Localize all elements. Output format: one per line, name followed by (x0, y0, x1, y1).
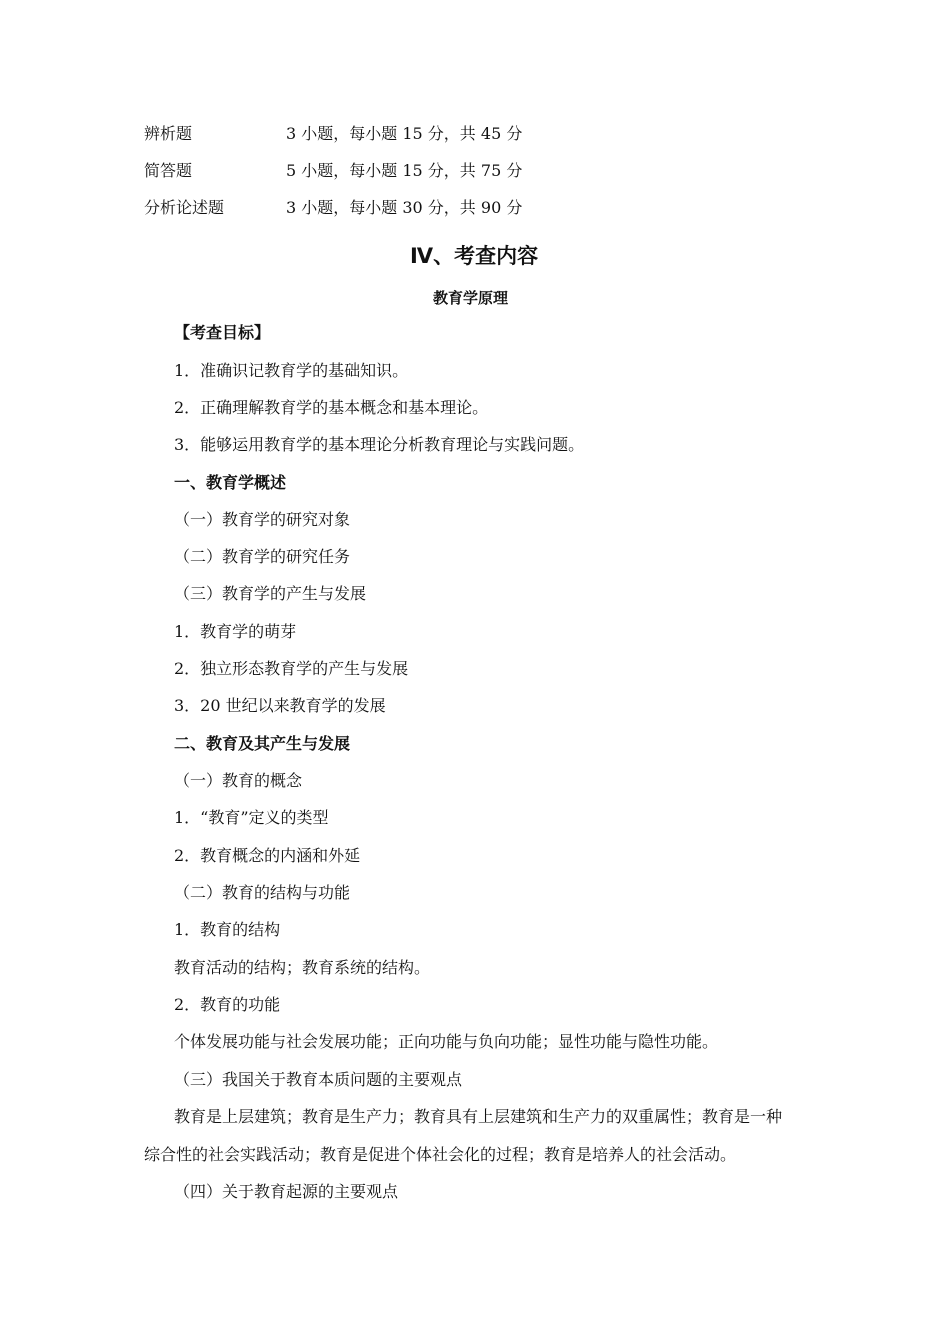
outline-text: 教育活动的结构；教育系统的结构。 (174, 958, 431, 977)
outline-item: 1．教育学的萌芽 (174, 622, 297, 641)
outline-item: 2．教育的功能 (174, 995, 281, 1014)
paragraph-line: 教育是上层建筑；教育是生产力；教育具有上层建筑和生产力的双重属性；教育是一种 (174, 1107, 783, 1126)
question-type: 简答题 (144, 161, 193, 180)
part-heading: 一、教育学概述 (174, 473, 287, 492)
question-detail: 3 小题，每小题 30 分，共 90 分 (286, 198, 523, 217)
question-detail: 5 小题，每小题 15 分，共 75 分 (286, 161, 523, 180)
goals-heading: 【考查目标】 (174, 323, 271, 342)
question-type: 分析论述题 (144, 198, 225, 217)
outline-item: （一）教育的概念 (174, 771, 303, 790)
paragraph-line: 综合性的社会实践活动；教育是促进个体社会化的过程；教育是培养人的社会活动。 (144, 1145, 737, 1164)
goal-item: 2．正确理解教育学的基本概念和基本理论。 (174, 398, 489, 417)
question-detail: 3 小题，每小题 15 分，共 45 分 (286, 124, 523, 143)
question-type: 辨析题 (144, 124, 193, 143)
outline-item: （二）教育的结构与功能 (174, 883, 351, 902)
outline-item: （二）教育学的研究任务 (174, 547, 351, 566)
goal-item: 1．准确识记教育学的基础知识。 (174, 361, 409, 380)
outline-item: 1．“教育”定义的类型 (174, 808, 329, 827)
outline-item: 1．教育的结构 (174, 920, 281, 939)
outline-text: 个体发展功能与社会发展功能；正向功能与负向功能；显性功能与隐性功能。 (174, 1032, 719, 1051)
part-heading: 二、教育及其产生与发展 (174, 734, 351, 753)
subject-title: 教育学原理 (433, 289, 509, 307)
section-title: Ⅳ、考查内容 (410, 244, 539, 268)
outline-item: 2．教育概念的内涵和外延 (174, 846, 361, 865)
outline-item: 2．独立形态教育学的产生与发展 (174, 659, 409, 678)
outline-item: （三）我国关于教育本质问题的主要观点 (174, 1070, 463, 1089)
outline-item: （一）教育学的研究对象 (174, 510, 351, 529)
outline-item: （四）关于教育起源的主要观点 (174, 1182, 399, 1201)
outline-item: （三）教育学的产生与发展 (174, 584, 367, 603)
goal-item: 3．能够运用教育学的基本理论分析教育理论与实践问题。 (174, 435, 585, 454)
outline-item: 3．20 世纪以来教育学的发展 (174, 696, 386, 715)
